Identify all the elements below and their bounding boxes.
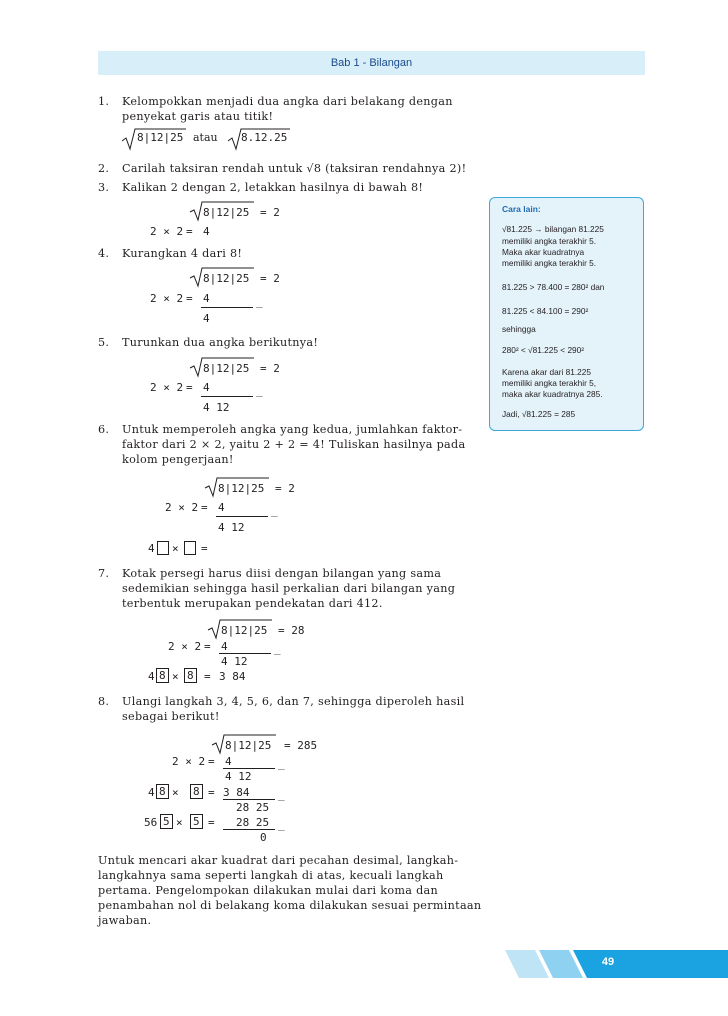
partial-root: = 2 — [260, 272, 280, 285]
text-line: jawaban. — [98, 914, 152, 927]
text-line: penambahan nol di belakang koma dilakukan sesuai permintaan — [98, 899, 482, 912]
product-label: 2 × 2 — [172, 755, 206, 768]
filled-digit-box — [190, 814, 203, 829]
box-line: maka akar kuadratnya 285. — [502, 389, 603, 399]
step-number: 6. — [98, 423, 110, 436]
equals: = — [208, 755, 215, 768]
text-line: sedemikian sehingga hasil perkalian dari bilangan yang — [122, 582, 456, 595]
text-line: terbentuk merupakan pendekatan dari 412. — [122, 597, 383, 610]
partial-divisor: 4 — [148, 670, 155, 683]
step-number: 7. — [98, 567, 110, 580]
step-7 — [98, 566, 478, 612]
partial-divisor: 4 — [148, 786, 155, 799]
equals: = — [208, 786, 215, 799]
equals: = — [186, 225, 193, 238]
alternative-method-box — [489, 197, 644, 431]
step-text — [122, 180, 423, 195]
radicand-bars: 8|12|25 — [137, 131, 184, 144]
product-label: 2 × 2 — [165, 501, 199, 514]
minus-sign: _ — [278, 818, 285, 831]
equals: = — [201, 542, 208, 555]
product-result: 4 — [203, 292, 210, 305]
product-value: 28 25 — [236, 816, 270, 829]
chapter-header — [98, 51, 645, 75]
subtraction-line — [223, 768, 275, 769]
remainder: 4 — [203, 312, 210, 325]
radicand-dots: 8.12.25 — [241, 131, 288, 144]
text-line: Ulangi langkah 3, 4, 5, 6, dan 7, sehingga diperoleh hasil — [122, 695, 465, 708]
radicand: 8|12|25 — [221, 624, 268, 637]
times-sign: × — [176, 816, 183, 829]
step-text — [122, 161, 466, 176]
remainder: 4 12 — [218, 521, 245, 534]
product-value: 3 84 — [219, 670, 246, 683]
equals: = — [186, 381, 193, 394]
final-root: = 285 — [284, 739, 318, 752]
filled-digit-box — [156, 668, 169, 683]
subtraction-line — [201, 396, 253, 397]
step-8 — [98, 694, 478, 726]
equals: = — [204, 640, 211, 653]
blank-digit-box — [157, 541, 169, 555]
product-label: 2 × 2 — [150, 225, 184, 238]
step-text — [122, 246, 242, 261]
step-6 — [98, 422, 478, 468]
step-text — [122, 422, 465, 467]
product-value: 3 84 — [223, 786, 250, 799]
box-line: memiliki angka terakhir 5, — [502, 378, 597, 388]
box-line: Karena akar dari 81.225 — [502, 367, 592, 377]
product-result: 4 — [203, 225, 210, 238]
product-result: 4 — [221, 640, 228, 653]
text-line: Untuk memperoleh angka yang kedua, jumlahkan faktor- — [122, 423, 463, 436]
text-line: Kotak persegi harus diisi dengan bilangan yang sama — [122, 567, 442, 580]
step-number: 8. — [98, 695, 110, 708]
partial-root: = 2 — [260, 206, 280, 219]
step-4 — [98, 246, 478, 262]
digit: 8 — [193, 785, 200, 798]
remainder: 4 12 — [221, 655, 248, 668]
minus-sign: _ — [278, 757, 285, 770]
subtraction-line — [223, 799, 275, 800]
page-number: 49 — [601, 956, 615, 968]
step-3 — [98, 180, 478, 196]
digit: 8 — [159, 785, 166, 798]
text-line: Kurangkan 4 dari 8! — [122, 247, 243, 260]
text-line: Kalikan 2 dengan 2, letakkan hasilnya di bawah 8! — [122, 181, 424, 194]
times-sign: × — [172, 670, 179, 683]
step-number: 3. — [98, 181, 110, 194]
box-line: 81.225 > 78.400 = 280² dan — [502, 282, 605, 292]
text-line: Turunkan dua angka berikutnya! — [122, 336, 319, 349]
filled-digit-box — [156, 784, 169, 799]
equals: = — [186, 292, 193, 305]
minus-sign: _ — [274, 642, 281, 655]
partial-divisor: 56 — [144, 816, 158, 829]
remainder: 4 12 — [203, 401, 230, 414]
remainder: 28 25 — [236, 801, 270, 814]
step-text — [122, 94, 453, 124]
box-line: Jadi, √81.225 = 285 — [502, 409, 576, 419]
box-line: √81.225 → bilangan 81.225 — [502, 224, 604, 234]
text-line: kolom pengerjaan! — [122, 453, 234, 466]
filled-digit-box — [190, 784, 203, 799]
step-text — [122, 566, 455, 611]
step-number: 4. — [98, 247, 110, 260]
subtraction-line — [223, 829, 275, 830]
remainder: 4 12 — [225, 770, 252, 783]
text-line: sebagai berikut! — [122, 710, 220, 723]
step-1 — [98, 94, 478, 126]
radicand: 8|12|25 — [225, 739, 272, 752]
step-text — [122, 694, 464, 724]
digit: 8 — [187, 669, 194, 682]
partial-root: = 2 — [275, 482, 295, 495]
times-sign: × — [172, 542, 179, 555]
subtraction-line — [219, 653, 271, 654]
box-line: 81.225 < 84.100 = 290² — [502, 306, 589, 316]
blank-digit-box — [184, 541, 196, 555]
minus-sign: _ — [256, 295, 263, 308]
radicand: 8|12|25 — [218, 482, 265, 495]
box-line: Maka akar kuadratnya — [502, 247, 585, 257]
partial-root: = 28 — [278, 624, 305, 637]
product-result: 4 — [203, 381, 210, 394]
radicand: 8|12|25 — [203, 362, 250, 375]
partial-divisor: 4 — [148, 542, 155, 555]
digit: 5 — [163, 815, 170, 828]
product-label: 2 × 2 — [150, 381, 184, 394]
minus-sign: _ — [256, 384, 263, 397]
text-line: pertama. Pengelompokan dilakukan mulai dari koma dan — [98, 884, 439, 897]
radicand: 8|12|25 — [203, 206, 250, 219]
subtraction-line — [216, 516, 268, 517]
text-line: Kelompokkan menjadi dua angka dari belakang dengan — [122, 95, 453, 108]
step-5 — [98, 335, 478, 351]
box-line: 280² < √81.225 < 290² — [502, 345, 585, 355]
chapter-title: Bab 1 - Bilangan — [330, 57, 413, 69]
box-line: memiliki angka terakhir 5. — [502, 258, 597, 268]
alt-word: atau — [193, 131, 218, 144]
box-line: sehingga — [502, 324, 536, 334]
text-line: penyekat garis atau titik! — [122, 110, 274, 123]
step-number: 2. — [98, 162, 110, 175]
box-line: memiliki angka terakhir 5. — [502, 236, 597, 246]
digit: 5 — [193, 815, 200, 828]
closing-paragraph — [98, 853, 482, 933]
equals: = — [208, 816, 215, 829]
radicand: 8|12|25 — [203, 272, 250, 285]
digit: 8 — [159, 669, 166, 682]
partial-root: = 2 — [260, 362, 280, 375]
step-number: 1. — [98, 95, 110, 108]
minus-sign: _ — [271, 504, 278, 517]
equals: = — [204, 670, 211, 683]
filled-digit-box — [160, 814, 173, 829]
text-line: langkahnya sama seperti langkah di atas, kecuali langkah — [98, 869, 444, 882]
product-label: 2 × 2 — [168, 640, 202, 653]
final-remainder: 0 — [260, 831, 267, 844]
step-number: 5. — [98, 336, 110, 349]
box-title: Cara lain: — [502, 204, 541, 214]
text-line: Untuk mencari akar kuadrat dari pecahan desimal, langkah- — [98, 854, 459, 867]
text-line: faktor dari 2 × 2, yaitu 2 + 2 = 4! Tuliskan hasilnya pada — [122, 438, 466, 451]
step-2 — [98, 161, 478, 177]
product-result: 4 — [225, 755, 232, 768]
equals: = — [201, 501, 208, 514]
minus-sign: _ — [278, 788, 285, 801]
filled-digit-box — [184, 668, 197, 683]
times-sign: × — [172, 786, 179, 799]
product-result: 4 — [218, 501, 225, 514]
text-line: Carilah taksiran rendah untuk √8 (taksiran rendahnya 2)! — [122, 162, 467, 175]
product-label: 2 × 2 — [150, 292, 184, 305]
step-text — [122, 335, 318, 350]
subtraction-line — [201, 307, 253, 308]
